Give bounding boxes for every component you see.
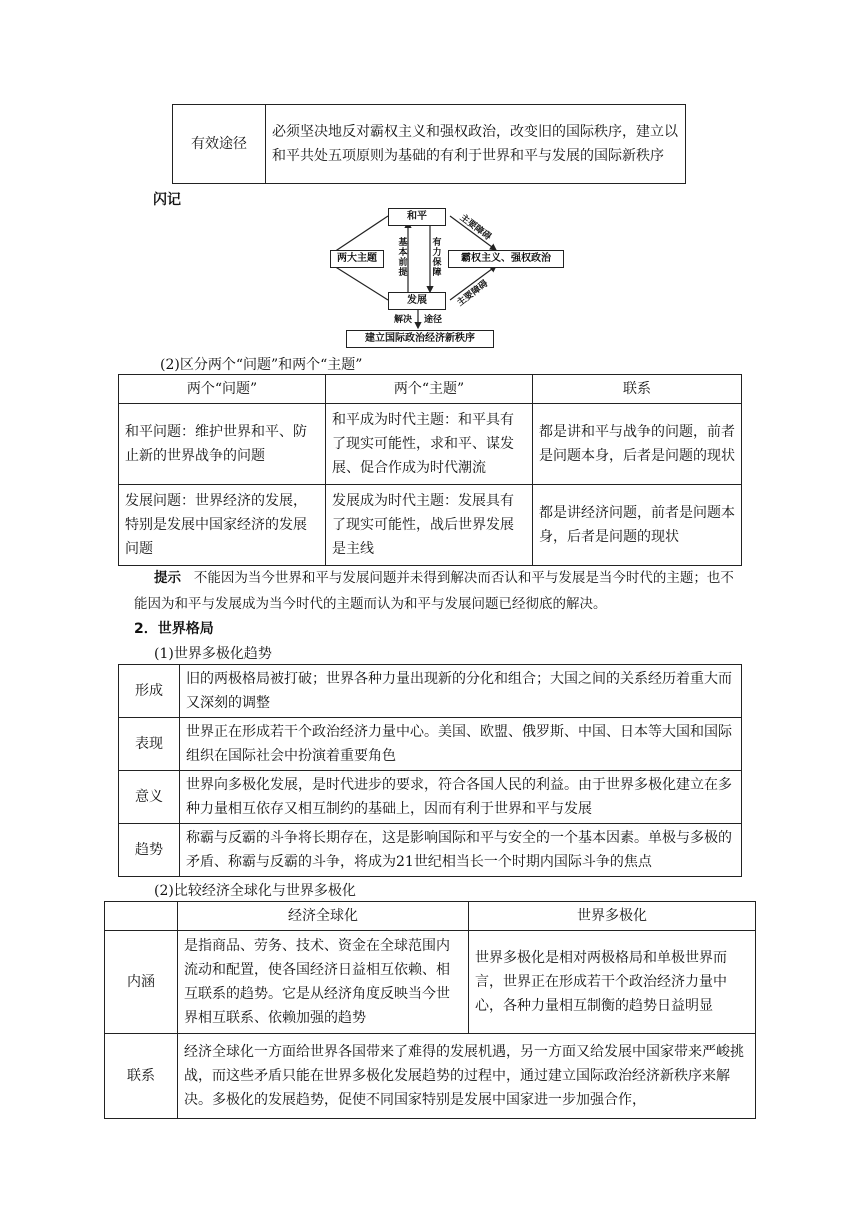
problems-themes-table <box>118 374 742 566</box>
compare-row1-a: 是指商品、劳务、技术、资金在全球范围内流动和配置，使各国经济日益相互依赖、相互联系的趋势。它是从经济角度反映当今世界相互联系、依赖加强的趋势 <box>178 931 469 1034</box>
row-label: 意义 <box>119 771 180 824</box>
compare-title: (2)比较经济全球化与世界多极化 <box>154 883 356 899</box>
path-label: 途径 <box>424 315 443 325</box>
diagram-lines <box>326 204 566 350</box>
main-obstacle-bottom-label: 主要障碍 <box>455 278 491 309</box>
table-row <box>119 824 742 877</box>
flash-title: 闪记 <box>153 192 181 208</box>
basic-premise-label: 基本前提 <box>398 238 408 278</box>
table-row <box>119 485 742 566</box>
table-cell: 都是讲经济问题，前者是问题本身，后者是问题的现状 <box>533 485 742 566</box>
solution-label: 解决 <box>394 315 413 325</box>
compare-row1-label: 内涵 <box>105 931 178 1034</box>
row-text: 旧的两极格局被打破；世界各种力量出现新的分化和组合；大国之间的关系经历着重大而又深刻的调整 <box>180 665 742 718</box>
compare-row2-label: 联系 <box>105 1034 178 1119</box>
table-cell: 和平问题：维护世界和平、防止新的世界战争的问题 <box>119 404 326 485</box>
compare-row2-text: 经济全球化一方面给世界各国带来了难得的发展机遇，另一方面又给发展中国家带来严峻挑战，而这些矛盾只能在世界多极化发展趋势的过程中，通过建立国际政治经济新秩序来解决。多极化的发展趋势，促使不同国家特别是发展中国家进一步加强合作， <box>178 1034 756 1119</box>
two-themes-box: 两大主题 <box>330 250 384 268</box>
hegemony-box: 霸权主义、强权政治 <box>448 250 564 268</box>
new-order-box: 建立国际政治经济新秩序 <box>346 330 494 348</box>
top-table-label: 有效途径 <box>173 105 266 184</box>
tip-label: 提示 <box>154 570 181 586</box>
compare-corner <box>105 902 178 931</box>
compare-row1-b: 世界多极化是相对两极格局和单极世界而言，世界正在形成若干个政治经济力量中心，各种力量相互制衡的趋势日益明显 <box>469 931 756 1034</box>
top-table-text: 必须坚决地反对霸权主义和强权政治，改变旧的国际秩序，建立以和平共处五项原则为基础的有利于世界和平与发展的国际新秩序 <box>266 105 686 184</box>
table-row <box>105 931 756 1034</box>
table-row <box>119 771 742 824</box>
strong-guarantee-label: 有力保障 <box>432 238 442 278</box>
table-cell: 发展问题：世界经济的发展，特别是发展中国家经济的发展问题 <box>119 485 326 566</box>
row-text: 世界向多极化发展，是时代进步的要求，符合各国人民的利益。由于世界多极化建立在多种力量相互依存又相互制约的基础上，因而有利于世界和平与发展 <box>180 771 742 824</box>
diagram <box>326 204 566 350</box>
table-row <box>119 404 742 485</box>
row-label: 形成 <box>119 665 180 718</box>
main-obstacle-top-label: 主要障碍 <box>457 212 493 243</box>
section2-title: (2)区分两个“问题”和两个“主题” <box>160 357 363 373</box>
table-cell: 发展成为时代主题：发展具有了现实可能性，战后世界发展是主线 <box>326 485 533 566</box>
header-connection: 联系 <box>533 375 742 404</box>
table-row <box>119 718 742 771</box>
compare-table <box>104 901 756 1119</box>
multipolar-table <box>118 664 742 877</box>
world-pattern-sub1: (1)世界多极化趋势 <box>154 646 272 662</box>
header-problems: 两个“问题” <box>119 375 326 404</box>
table-row <box>119 665 742 718</box>
row-text: 世界正在形成若干个政治经济力量中心。美国、欧盟、俄罗斯、中国、日本等大国和国际组织在国际社会中扮演着重要角色 <box>180 718 742 771</box>
compare-col1-header: 经济全球化 <box>178 902 469 931</box>
compare-col2-header: 世界多极化 <box>469 902 756 931</box>
tip-paragraph <box>134 565 740 617</box>
table-cell: 和平成为时代主题：和平具有了现实可能性，求和平、谋发展、促合作成为时代潮流 <box>326 404 533 485</box>
row-label: 表现 <box>119 718 180 771</box>
header-themes: 两个“主题” <box>326 375 533 404</box>
table-cell: 都是讲和平与战争的问题，前者是问题本身，后者是问题的现状 <box>533 404 742 485</box>
peace-box: 和平 <box>388 208 446 226</box>
tip-text: 不能因为当今世界和平与发展问题并未得到解决而否认和平与发展是当今时代的主题；也不能因为和平与发展成为当今时代的主题而认为和平与发展问题已经彻底的解决。 <box>134 570 734 612</box>
row-text: 称霸与反霸的斗争将长期存在，这是影响国际和平与安全的一个基本因素。单极与多极的矛盾、称霸与反霸的斗争，将成为21世纪相当长一个时期内国际斗争的焦点 <box>180 824 742 877</box>
development-box: 发展 <box>388 292 446 310</box>
row-label: 趋势 <box>119 824 180 877</box>
world-pattern-heading: 2．世界格局 <box>134 621 214 637</box>
table-row <box>105 1034 756 1119</box>
top-table <box>172 104 686 184</box>
